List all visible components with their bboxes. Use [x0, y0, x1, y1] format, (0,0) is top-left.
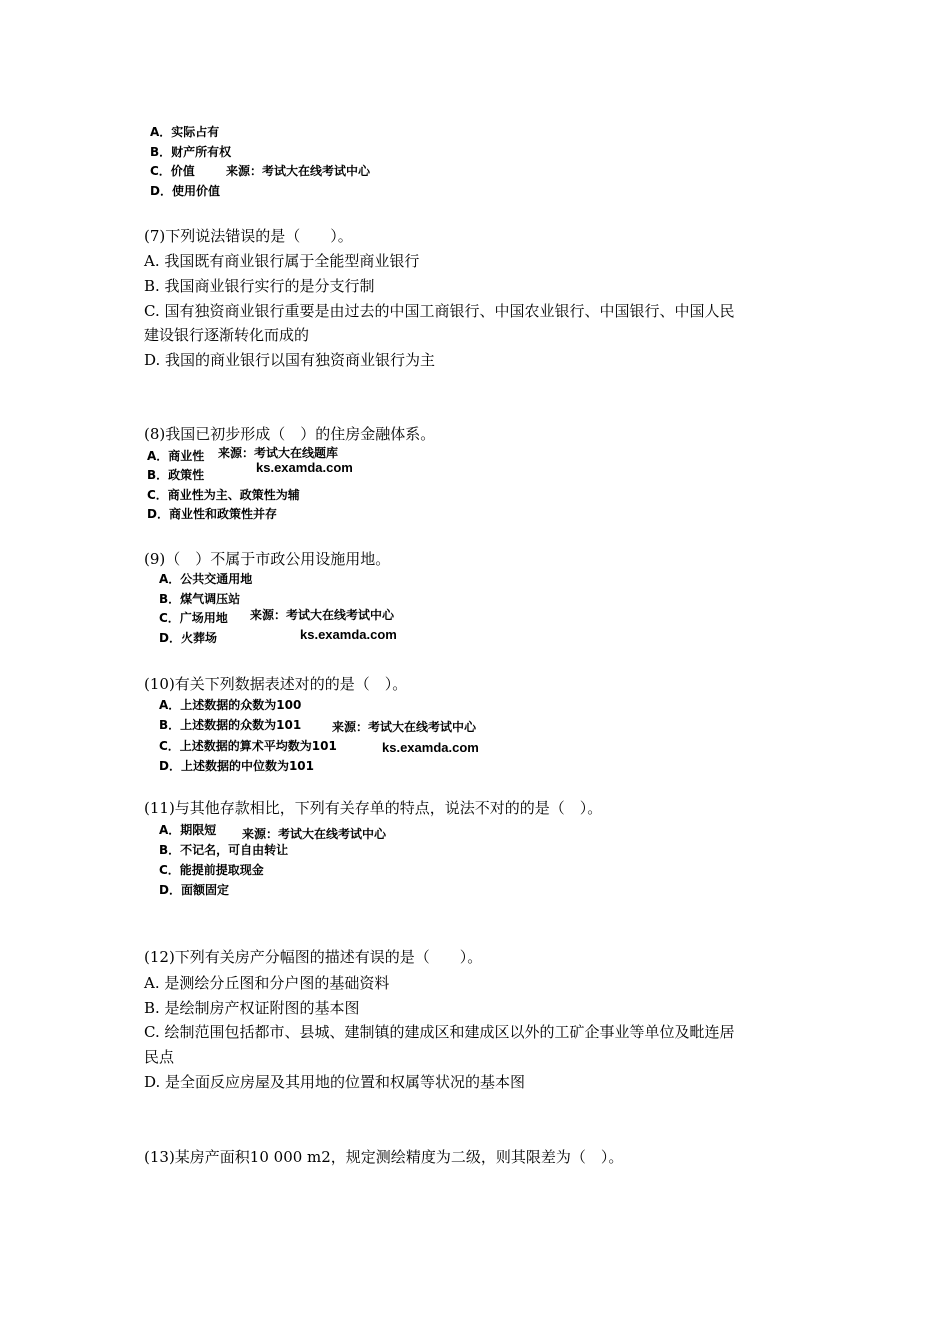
option-b: B．财产所有权	[150, 145, 232, 159]
option-b: B. 我国商业银行实行的是分支行制	[144, 277, 375, 295]
source-watermark: 来源：考试大在线题库	[218, 446, 339, 460]
option-a: A．上述数据的众数为100	[159, 698, 302, 712]
option-a: A．公共交通用地	[159, 572, 253, 586]
option-b: B．政策性	[147, 468, 205, 482]
option-a: A．期限短	[159, 823, 217, 837]
option-c: C. 绘制范围包括都市、县城、建制镇的建成区和建成区以外的工矿企事业等单位及毗连居	[144, 1023, 735, 1041]
option-a: A. 是测绘分丘图和分户图的基础资料	[144, 974, 390, 992]
option-c: C．广场用地	[159, 611, 228, 625]
option-c: C. 国有独资商业银行重要是由过去的中国工商银行、中国农业银行、中国银行、中国人民	[144, 302, 735, 320]
source-watermark: 来源：考试大在线考试中心	[226, 164, 371, 178]
option-b: B．上述数据的众数为101	[159, 718, 302, 732]
question-stem: (7)下列说法错误的是（ ）。	[144, 227, 353, 245]
question-stem: (11)与其他存款相比，下列有关存单的特点，说法不对的的是（ ）。	[144, 799, 603, 817]
question-stem: (8)我国已初步形成（ ）的住房金融体系。	[144, 425, 436, 443]
option-b: B．煤气调压站	[159, 592, 241, 606]
source-url: ks.examda.com	[382, 740, 479, 755]
option-a: A．实际占有	[150, 125, 220, 139]
source-watermark: 来源：考试大在线考试中心	[250, 608, 395, 622]
option-c: C．能提前提取现金	[159, 863, 264, 877]
question-stem: (9)（ ）不属于市政公用设施用地。	[144, 550, 391, 568]
option-b: B．不记名，可自由转让	[159, 843, 289, 857]
option-c: C．商业性为主、政策性为辅	[147, 488, 300, 502]
source-url: ks.examda.com	[256, 460, 353, 475]
option-a: A．商业性	[147, 449, 205, 463]
option-d: D．商业性和政策性并存	[147, 507, 277, 521]
source-url: ks.examda.com	[300, 627, 397, 642]
option-d: D．上述数据的中位数为101	[159, 759, 315, 773]
option-d: D. 是全面反应房屋及其用地的位置和权属等状况的基本图	[144, 1073, 526, 1091]
option-c: C．上述数据的算术平均数为101	[159, 739, 337, 753]
source-watermark: 来源：考试大在线考试中心	[332, 720, 477, 734]
option-c: C．价值	[150, 164, 195, 178]
source-watermark: 来源：考试大在线考试中心	[242, 827, 387, 841]
option-b: B. 是绘制房产权证附图的基本图	[144, 999, 360, 1017]
option-d: D. 我国的商业银行以国有独资商业银行为主	[144, 351, 436, 369]
question-stem: (13)某房产面积10 000 m2，规定测绘精度为二级，则其限差为（ ）。	[144, 1148, 624, 1166]
option-c-continued: 民点	[144, 1048, 175, 1066]
option-d: D．面额固定	[159, 883, 229, 897]
option-a: A. 我国既有商业银行属于全能型商业银行	[144, 252, 420, 270]
option-d: D．火葬场	[159, 631, 217, 645]
question-stem: (12)下列有关房产分幅图的描述有误的是（ ）。	[144, 948, 483, 966]
option-d: D．使用价值	[150, 184, 220, 198]
option-c-continued: 建设银行逐渐转化而成的	[144, 326, 310, 344]
question-stem: (10)有关下列数据表述对的的是（ ）。	[144, 675, 408, 693]
